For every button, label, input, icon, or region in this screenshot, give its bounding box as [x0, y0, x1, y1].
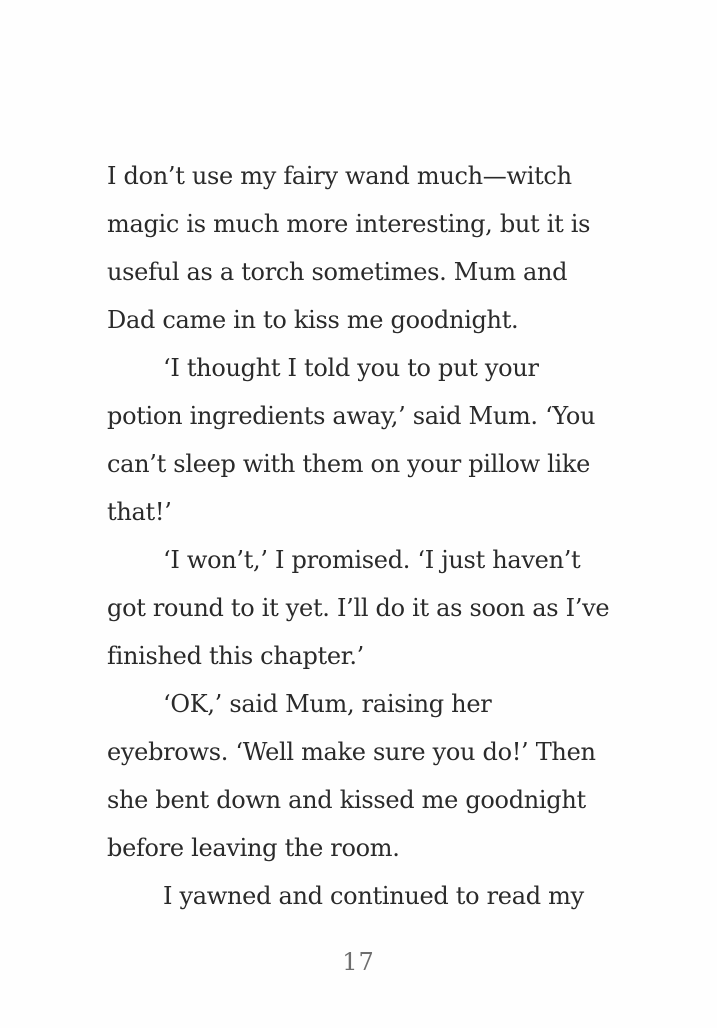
text-line: I don’t use my fairy wand much—witch	[107, 162, 572, 190]
text-line: finished this chapter.’	[107, 642, 364, 670]
text-line: got round to it yet. I’ll do it as soon as I’ve	[107, 594, 610, 622]
text-line: can’t sleep with them on your pillow like	[107, 450, 591, 478]
text-line: potion ingredients away,’ said Mum. ‘You	[107, 402, 596, 430]
text-line: ‘I won’t,’ I promised. ‘I just haven’t	[163, 546, 581, 574]
text-line: ‘OK,’ said Mum, raising her	[163, 690, 492, 718]
page-number: 17	[342, 948, 375, 976]
text-line: before leaving the room.	[107, 834, 400, 862]
text-line: magic is much more interesting, but it is	[107, 210, 591, 238]
text-line: useful as a torch sometimes. Mum and	[107, 258, 568, 286]
text-line: that!’	[107, 498, 172, 526]
text-line: Dad came in to kiss me goodnight.	[107, 306, 519, 334]
text-line: eyebrows. ‘Well make sure you do!’ Then	[107, 738, 596, 766]
text-line: ‘I thought I told you to put your	[163, 354, 539, 382]
body-text	[107, 152, 667, 920]
text-line: I yawned and continued to read my	[163, 882, 584, 910]
text-line: she bent down and kissed me goodnight	[107, 786, 586, 814]
